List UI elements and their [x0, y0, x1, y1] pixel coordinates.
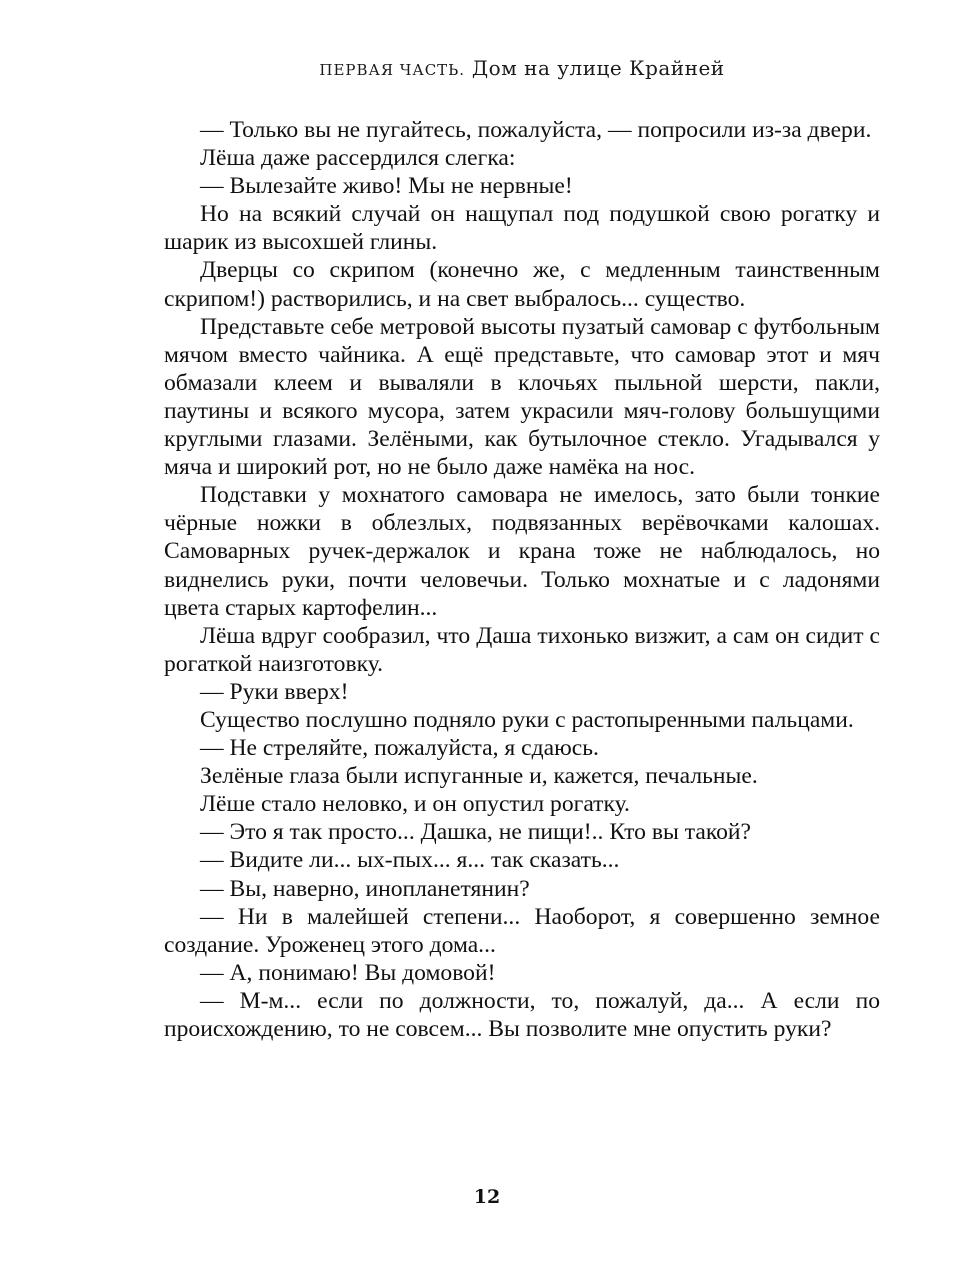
running-head	[164, 56, 880, 80]
body-text	[164, 116, 880, 1043]
running-head-part: ПЕРВАЯ ЧАСТЬ.	[319, 61, 466, 79]
page-number: 12	[473, 1186, 501, 1208]
paragraph: Существо послушно подняло руки с растопыренными пальцами.	[200, 706, 854, 733]
paragraph: Лёша вдруг сообразил, что Даша тихонько визжит, а сам он сидит с рогаткой наизготовку.	[164, 622, 880, 677]
paragraph: Лёша даже рассердился слегка:	[200, 145, 516, 172]
paragraph: Зелёные глаза были испуганные и, кажется, печальные.	[200, 763, 758, 790]
paragraph: — М-м... если по должности, то, пожалуй, да... А если по происхождению, то не совсем... Вы позволите мне опустить руки?	[164, 987, 880, 1042]
paragraph: — Ни в малейшей степени... Наоборот, я совершенно земное создание. Уроженец этого дома...	[164, 903, 880, 958]
paragraph: — Не стреляйте, пожалуйста, я сдаюсь.	[200, 735, 599, 762]
paragraph: — Это я так просто... Дашка, не пищи!.. Кто вы такой?	[200, 819, 751, 846]
paragraph: Представьте себе метровой высоты пузатый самовар с футбольным мячом вместо чайника. А ещё представьте, что самовар этот и мяч обмазали клеем и вываляли в клочьях пыльной шерсти, пакли, паутины и всякого мусора, затем украсили мяч-голову большущими круглыми глазами. Зелёными, как бутылочное стекло. Угадывался у мяча и широкий рот, но не было даже намёка на нос.	[164, 313, 880, 481]
paragraph: — А, понимаю! Вы домовой!	[200, 959, 496, 986]
paragraph: — Руки вверх!	[200, 678, 349, 705]
paragraph: — Вылезайте живо! Мы не нервные!	[200, 173, 573, 200]
paragraph: — Только вы не пугайтесь, пожалуйста, — попросили из-за двери.	[200, 117, 872, 143]
paragraph: Дверцы со скрипом (конечно же, с медленным таинственным скрипом!) растворились, и на свет выбралось... существо.	[164, 257, 880, 312]
paragraph: Но на всякий случай он нащупал под подушкой свою рогатку и шарик из высохшей глины.	[164, 201, 880, 256]
paragraph: Лёше стало неловко, и он опустил рогатку.	[200, 791, 630, 818]
paragraph: Подставки у мохнатого самовара не имелось, зато были тонкие чёрные ножки в облезлых, подвязанных верёвочками калошах. Самоварных ручек-держалок и крана тоже не наблюдалось, но виднелись руки, почти человечьи. Только мохнатые и с ладонями цвета старых картофелин...	[164, 482, 880, 621]
paragraph: — Вы, наверно, инопланетянин?	[200, 875, 530, 902]
running-head-chapter: Дом на улице Крайней	[471, 56, 725, 80]
paragraph: — Видите ли... ых-пых... я... так сказать...	[200, 847, 620, 874]
